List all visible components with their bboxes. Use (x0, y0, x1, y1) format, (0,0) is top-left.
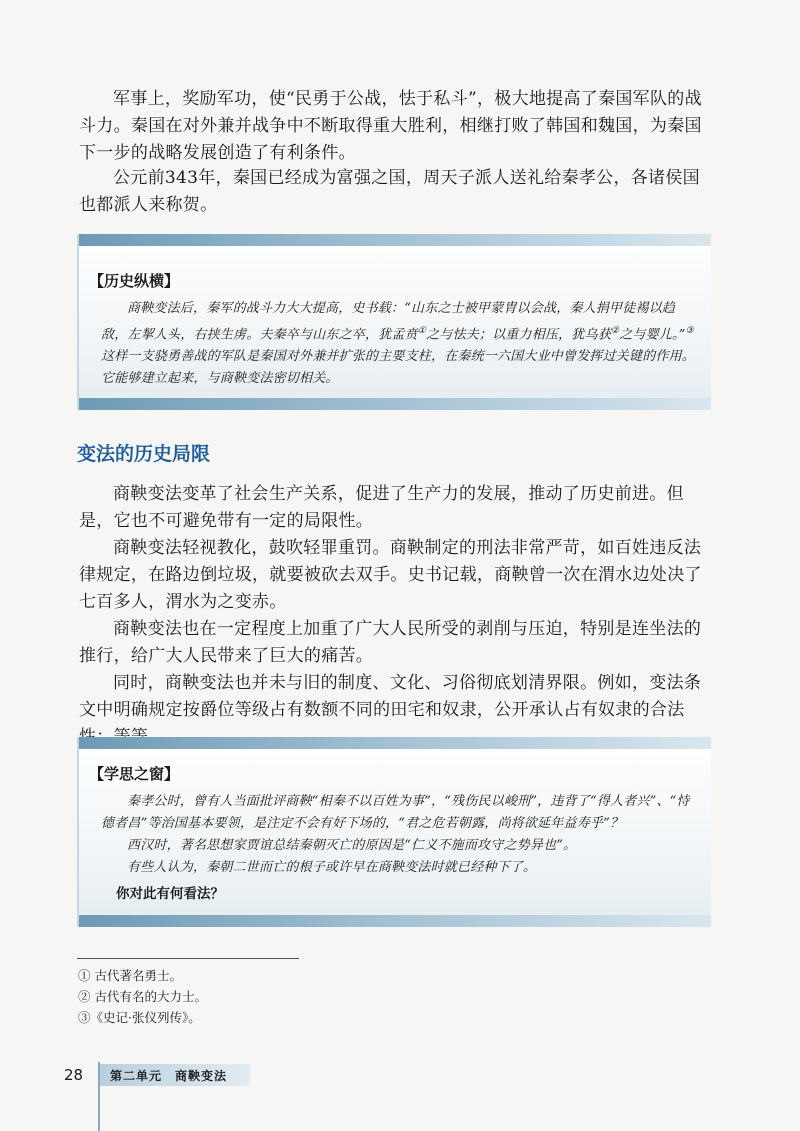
page-number: 28 (64, 1066, 84, 1084)
footnote-2: ② 古代有名的大力士。 (78, 989, 207, 1004)
box-top-bar (79, 234, 711, 246)
study-window-title: 【学思之窗】 (89, 765, 180, 783)
footnote-divider (77, 958, 299, 959)
section-paragraph-2: 商鞅变法轻视教化，鼓吹轻罪重罚。商鞅制定的刑法非常严苛，如百姓违反法律规定，在路边倒垃圾，就要被砍去双手。史书记载，商鞅曾一次在渭水边处决了七百多人，渭水为之变赤。 (79, 538, 702, 612)
footnote-ref-2: ② (610, 326, 620, 336)
unit-label: 第二单元 商鞅变法 (110, 1069, 228, 1083)
history-text-part-c: 之与婴儿。” (619, 327, 686, 343)
footnote-ref-1: ① (417, 326, 427, 336)
history-text-part-a: 商鞅变法后，秦军的战斗力大大提高，史书载：“山东之士被甲蒙胄以会战，秦人捐甲徒裼以趋敌，左挈人头，右挟生虏。夫秦卒与山东之卒，犹孟贲 (101, 301, 676, 343)
section-paragraph-4: 同时，商鞅变法也并未与旧的制度、文化、习俗彻底划清界限。例如，变法条文中明确规定按爵位等级占有数额不同的田宅和奴隶，公开承认占有奴隶的合法 (79, 673, 702, 720)
study-window-paragraph-3: 有些人认为，秦朝二世而亡的根子或许早在商鞅变法时就已经种下了。 (127, 860, 537, 875)
section-paragraph-3: 商鞅变法也在一定程度上加重了广大人民所受的剥削与压迫，特别是连坐法的推行，给广大人民带来了巨大的痛苦。 (79, 619, 702, 666)
section-heading: 变法的历史局限 (77, 443, 211, 465)
intro-paragraph-military: 军事上，奖励军功，使“民勇于公战，怯于私斗”，极大地提高了秦国军队的战斗力。秦国在对外兼并战争中不断取得重大胜利，相继打败了韩国和魏国，为秦国下一步的战略发展创造了有利条件。 (79, 89, 702, 163)
history-sidebar-title: 【历史纵横】 (89, 272, 180, 290)
footnote-ref-3: ③ (685, 326, 694, 336)
footnote-1: ① 古代著名勇士。 (78, 968, 182, 983)
box-top-bar (79, 737, 711, 749)
history-sidebar-box (77, 234, 711, 410)
history-text-part-d: 这样一支骁勇善战的军队是秦国对外兼并扩张的主要支柱，在秦统一六国大业中曾发挥过关键的作用。它能够建立起来，与商鞅变法密切相关。 (101, 349, 696, 387)
study-window-paragraph-1: 秦孝公时，曾有人当面批评商鞅“相秦不以百姓为事”，“残伤民以峻刑”，违背了“得人者兴”、“恃德者昌”等治国基本要领，是注定不会有好下场的，“君之危若朝露，尚将欲延年益寿乎”？ (101, 794, 690, 831)
study-window-paragraph-2: 西汉时，著名思想家贾谊总结秦朝灭亡的原因是“仁义不施而攻守之势异也”。 (127, 838, 577, 853)
study-window-box (77, 737, 711, 927)
box-bottom-bar (79, 915, 711, 927)
history-sidebar-text (101, 298, 701, 390)
history-text-part-b: 之与怯夫；以重力相压，犹乌获 (426, 327, 611, 343)
footnote-3: ③《史记·张仪列传》。 (78, 1010, 201, 1025)
intro-paragraph-tribute: 公元前343年，秦国已经成为富强之国，周天子派人送礼给秦孝公，各诸侯国也都派人来称贺。 (79, 168, 700, 215)
study-window-question: 你对此有何看法？ (116, 886, 224, 902)
section-paragraph-1: 商鞅变法变革了社会生产关系，促进了生产力的发展，推动了历史前进。但是，它也不可避免带有一定的局限性。 (79, 484, 684, 531)
box-bottom-bar (79, 398, 711, 410)
